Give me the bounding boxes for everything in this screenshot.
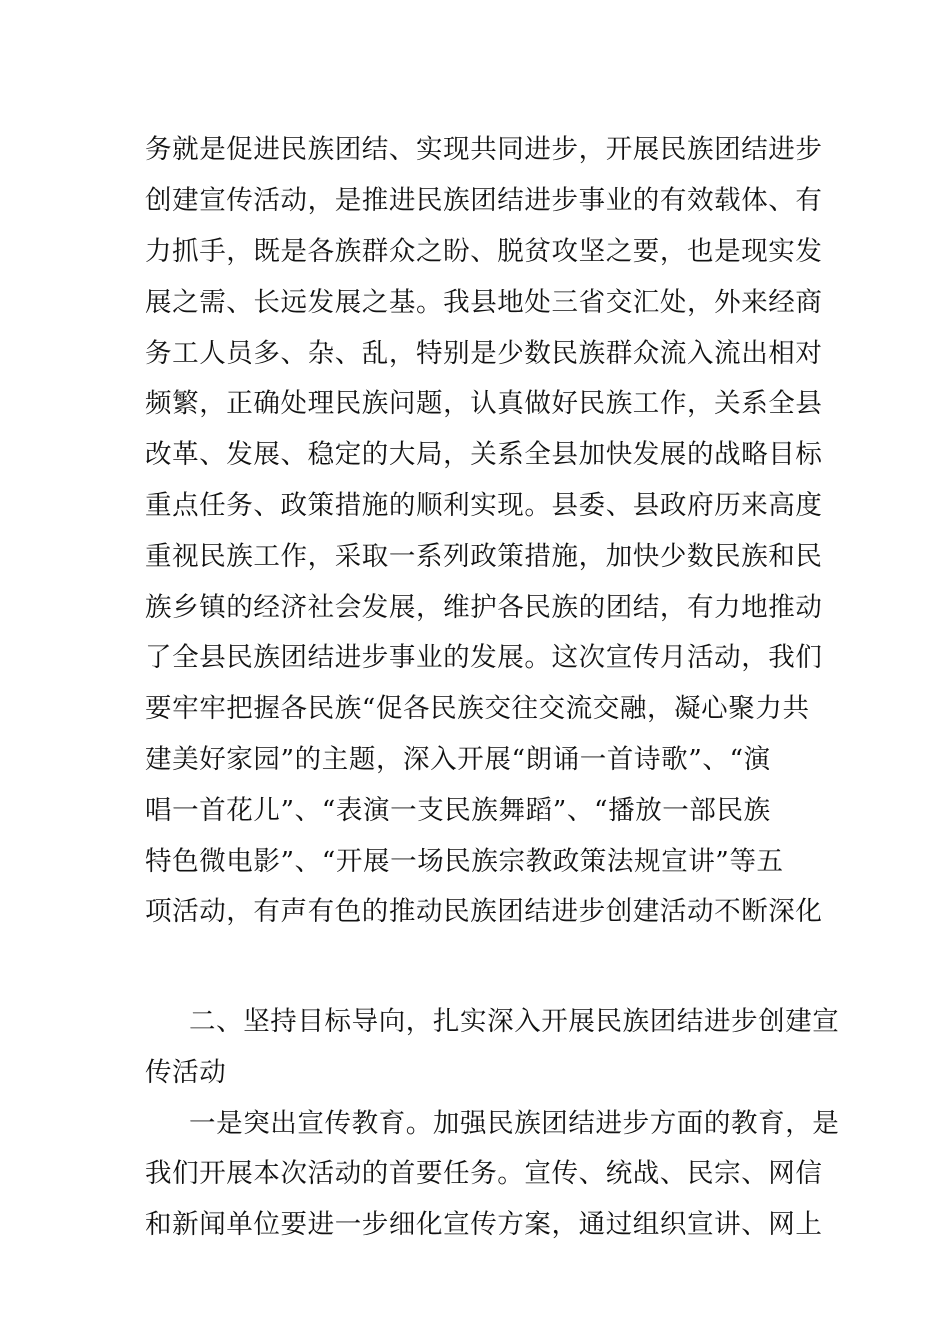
body-text-line: 重点任务、政策措施的顺利实现。县委、县政府历来高度 — [145, 490, 823, 521]
body-text-line: 建美好家园”的主题，深入开展“朗诵一首诗歌”、“演 — [145, 744, 771, 775]
body-text-line: 改革、发展、稳定的大局，关系全县加快发展的战略目标 — [145, 439, 823, 470]
section-heading: 二、坚持目标导向，扎实深入开展民族团结进步创建宣 — [189, 1006, 840, 1037]
body-text-line: 唱一首花儿”、“表演一支民族舞蹈”、“播放一部民族 — [145, 795, 771, 826]
body-text-line: 力抓手，既是各族群众之盼、脱贫攻坚之要，也是现实发 — [145, 236, 823, 267]
section-heading-continuation: 传活动 — [145, 1057, 227, 1088]
body-text-line: 展之需、长远发展之基。我县地处三省交汇处，外来经商 — [145, 287, 823, 318]
body-text-line: 频繁，正确处理民族问题，认真做好民族工作，关系全县 — [145, 388, 823, 419]
body-text-line: 务就是促进民族团结、实现共同进步，开展民族团结进步 — [145, 134, 823, 165]
body-text-line: 族乡镇的经济社会发展，维护各民族的团结，有力地推动 — [145, 592, 823, 623]
body-text-line: 一是突出宣传教育。加强民族团结进步方面的教育，是 — [189, 1108, 840, 1139]
body-text-line: 了全县民族团结进步事业的发展。这次宣传月活动，我们 — [145, 642, 823, 673]
body-text-line: 和新闻单位要进一步细化宣传方案，通过组织宣讲、网上 — [145, 1209, 823, 1240]
body-text-line: 务工人员多、杂、乱，特别是少数民族群众流入流出相对 — [145, 338, 823, 369]
body-text-line: 创建宣传活动，是推进民族团结进步事业的有效载体、有 — [145, 185, 823, 216]
body-text-line: 项活动，有声有色的推动民族团结进步创建活动不断深化 — [145, 896, 823, 927]
body-text-line: 要牢牢把握各民族“促各民族交往交流交融，凝心聚力共 — [145, 693, 810, 724]
body-text-line: 我们开展本次活动的首要任务。宣传、统战、民宗、网信 — [145, 1158, 823, 1189]
body-text-line: 重视民族工作，采取一系列政策措施，加快少数民族和民 — [145, 541, 823, 572]
body-text-line: 特色微电影”、“开展一场民族宗教政策法规宣讲”等五 — [145, 846, 784, 877]
